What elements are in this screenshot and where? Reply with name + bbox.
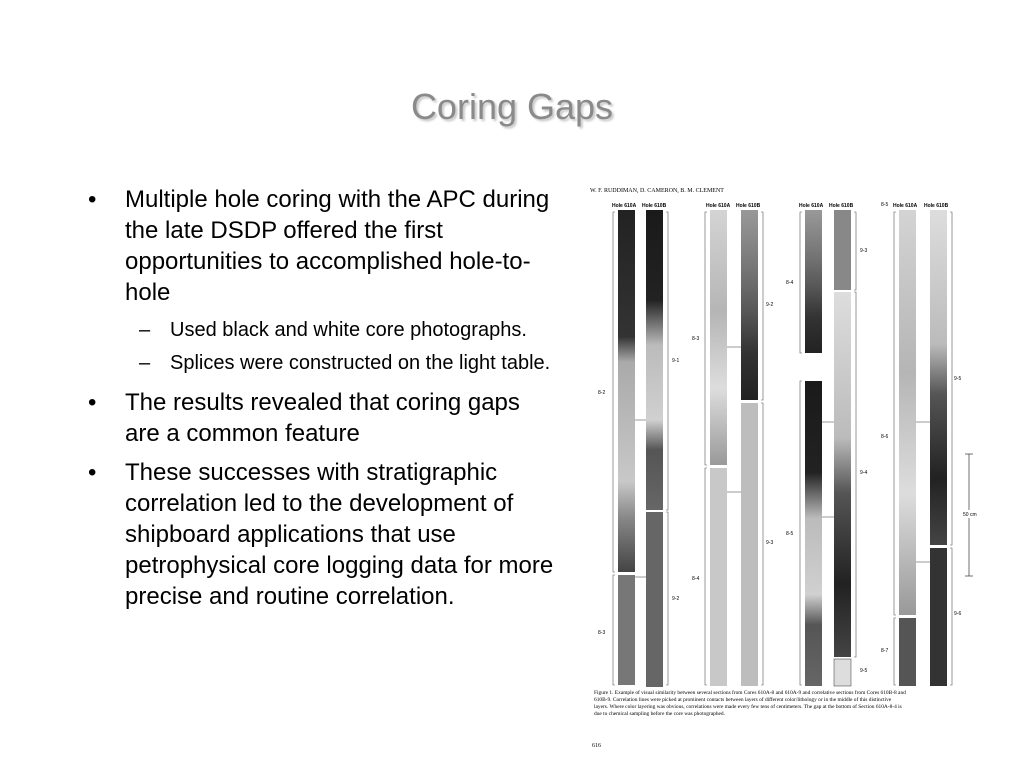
hole-label: Hole 610B — [736, 203, 761, 209]
section-label: 9-2 — [766, 302, 774, 308]
core-column — [646, 210, 663, 510]
bullet-text: The results revealed that coring gaps are a common feature — [125, 389, 520, 447]
core-column — [741, 210, 758, 400]
section-label: 9-6 — [954, 611, 962, 617]
figure-authors: W. F. RUDDIMAN, D. CAMERON, B. M. CLEMENT — [590, 188, 724, 194]
hole-label: Hole 610B — [642, 203, 667, 209]
correlation-lines — [635, 347, 930, 577]
core-column — [930, 210, 947, 545]
slide-title: Coring Gaps — [410, 86, 614, 127]
page-number: 616 — [592, 743, 601, 749]
bullet-1 — [88, 184, 558, 308]
core-column — [618, 575, 635, 685]
hole-label: Hole 610B — [829, 203, 854, 209]
caption-line: Figure 1. Example of visual similarity between several sections from Cores 610A-8 and 610A-9 and correlative sections from Cores 610B-8 and — [594, 690, 906, 696]
core-column — [805, 381, 822, 686]
section-label: 8-4 — [692, 576, 700, 582]
dash-marker: – — [139, 319, 151, 341]
core-photograph-figure — [586, 182, 986, 756]
core-column — [899, 618, 916, 686]
caption-line: 610B-9. Correlation lines were picked at prominent contacts between layers of different color/lithology or in the middle of this distinctive — [594, 697, 892, 703]
hole-label: Hole 610A — [706, 203, 731, 209]
core-column — [834, 292, 851, 657]
core-column — [834, 659, 851, 686]
core-column — [741, 403, 758, 686]
dash-marker: – — [139, 352, 151, 374]
hole-label: Hole 610A — [799, 203, 824, 209]
core-column — [646, 512, 663, 687]
hole-label: Hole 610A — [612, 203, 637, 209]
section-label: 8-5 — [786, 531, 794, 537]
sub-bullet-text: Used black and white core photographs. — [170, 319, 527, 341]
sub-bullet-text: Splices were constructed on the light table. — [170, 352, 551, 374]
core-column — [899, 210, 916, 615]
bullet-marker: • — [88, 459, 97, 486]
section-label: 8-6 — [881, 434, 889, 440]
section-label: 8-4 — [786, 280, 794, 286]
figure-caption — [594, 689, 906, 717]
bullet-2 — [88, 387, 558, 449]
section-label: 9-1 — [672, 358, 680, 364]
bullet-marker: • — [88, 186, 97, 213]
section-label: 8-3 — [598, 630, 606, 636]
section-label: 8-2 — [598, 390, 606, 396]
core-column — [834, 210, 851, 290]
sub-bullet-1 — [88, 316, 558, 344]
slide-body — [88, 184, 558, 620]
section-label: 9-2 — [672, 596, 680, 602]
section-label: 8-5 — [881, 202, 889, 208]
core-column — [710, 210, 727, 465]
sub-bullet-2 — [88, 349, 558, 377]
bullet-text: Multiple hole coring with the APC during the late DSDP offered the first opportunities to accomplished hole-to-hole — [125, 186, 550, 306]
core-column — [710, 468, 727, 686]
section-label: 9-5 — [954, 376, 962, 382]
bullet-3 — [88, 457, 558, 612]
section-label: 9-3 — [860, 248, 868, 254]
hole-label: Hole 610A — [893, 203, 918, 209]
core-column — [930, 548, 947, 686]
section-label: 8-3 — [692, 336, 700, 342]
core-photo-svg — [586, 182, 986, 756]
bullet-marker: • — [88, 389, 97, 416]
scale-label: 50 cm — [963, 512, 977, 518]
section-label: 9-5 — [860, 668, 868, 674]
core-column — [618, 210, 635, 572]
hole-label: Hole 610B — [924, 203, 949, 209]
section-label: 8-7 — [881, 648, 889, 654]
caption-line: due to chemical sampling before the core was photographed. — [594, 711, 725, 717]
core-column — [805, 210, 822, 353]
section-label: 9-4 — [860, 470, 868, 476]
bullet-text: These successes with stratigraphic correlation led to the development of shipboard applications that use petrophysical core logging data for more precise and routine correlation. — [125, 459, 554, 610]
section-label: 9-3 — [766, 540, 774, 546]
caption-line: layers. Where color layering was obvious, correlations were made every few tens of centimeters. The gap at the bottom of Section 610A-8-4 is — [594, 704, 902, 710]
